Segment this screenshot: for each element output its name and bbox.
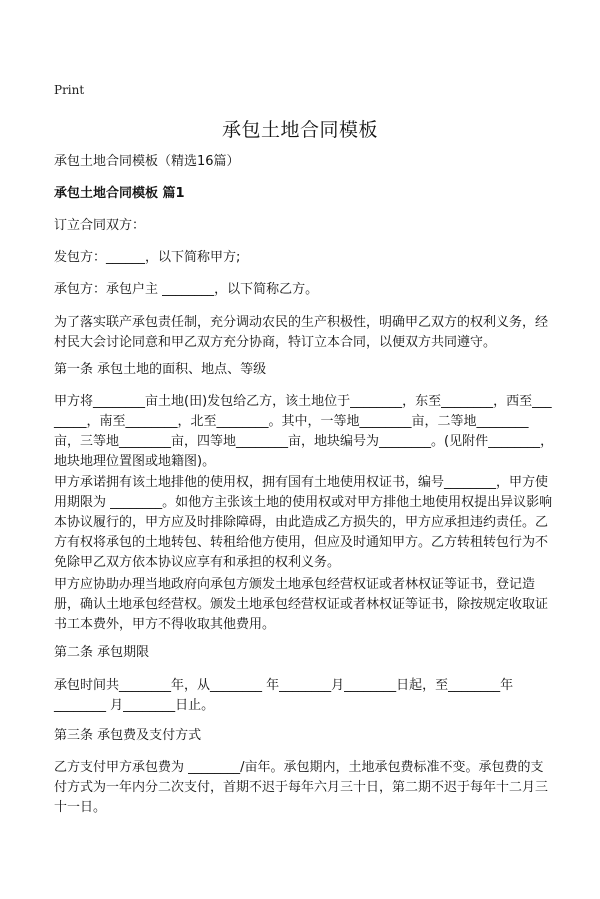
document-title: 承包土地合同模板 [221,119,378,141]
article3-body: 乙方支付甲方承包费为 ________/亩年。承包期内，土地承包费标准不变。承包费的支付方式为一年内分二次支付，首期不迟于每年六月三十日，第二期不迟于每年十二月三十一日。 [54,760,549,815]
article2-line1: 承包时间共________年，从________ 年________月________日起，至________年 [54,678,514,693]
article3-title: 第三条 承包费及支付方式 [54,728,202,743]
party-a-line: 发包方：______，以下简称甲方; [54,250,241,265]
party-b-line: 承包方：承包户主 ________，以下简称乙方。 [54,282,319,297]
document-subtitle: 承包土地合同模板（精选16篇） [54,154,240,169]
article1-title: 第一条 承包土地的面积、地点、等级 [54,362,267,377]
print-label[interactable]: Print [54,83,85,97]
parties-heading: 订立合同双方： [54,218,146,233]
article1-body: 甲方将________亩土地(田)发包给乙方，该土地位于________，东至________，西至________，南至________，北至________。其中，一等地________亩，二等地________亩，三等地________亩，四等地________亩，地块编号为________。(见附件________，地块地理位置图或地籍图)。 [54,394,554,469]
article2-title: 第二条 承包期限 [54,645,150,660]
section-heading: 承包土地合同模板 篇1 [54,186,185,201]
article2-line2: ________ 月________日止。 [54,698,215,713]
article1-cert-paragraph: 甲方应协助办理当地政府向承包方颁发土地承包经营权证或者林权证等证书，登记造册，确认土地承包经营权。颁发土地承包经营权证或者林权证等证书，除按规定收取证书工本费外，甲方不得收取其他费用。 [54,577,549,632]
article1-rights-paragraph: 甲方承诺拥有该土地排他的使用权，拥有国有土地使用权证书，编号________，甲方使用期限为 ________。如他方主张该土地的使用权或对甲方排他土地使用权提出异议影响本协议履行的，甲方应及时排除障碍，由此造成乙方损失的，甲方应承担违约责任。乙方有权将承包的土地转包、转租给他方使用，但应及时通知甲方。乙方转租转包行为不免除甲乙双方依本协议应享有和承担的权利义务。 [54,475,553,570]
intro-paragraph: 为了落实联产承包责任制，充分调动农民的生产积极性，明确甲乙双方的权利义务，经村民大会讨论同意和甲乙双方充分协商，特订立本合同，以便双方共同遵守。 [54,315,549,350]
